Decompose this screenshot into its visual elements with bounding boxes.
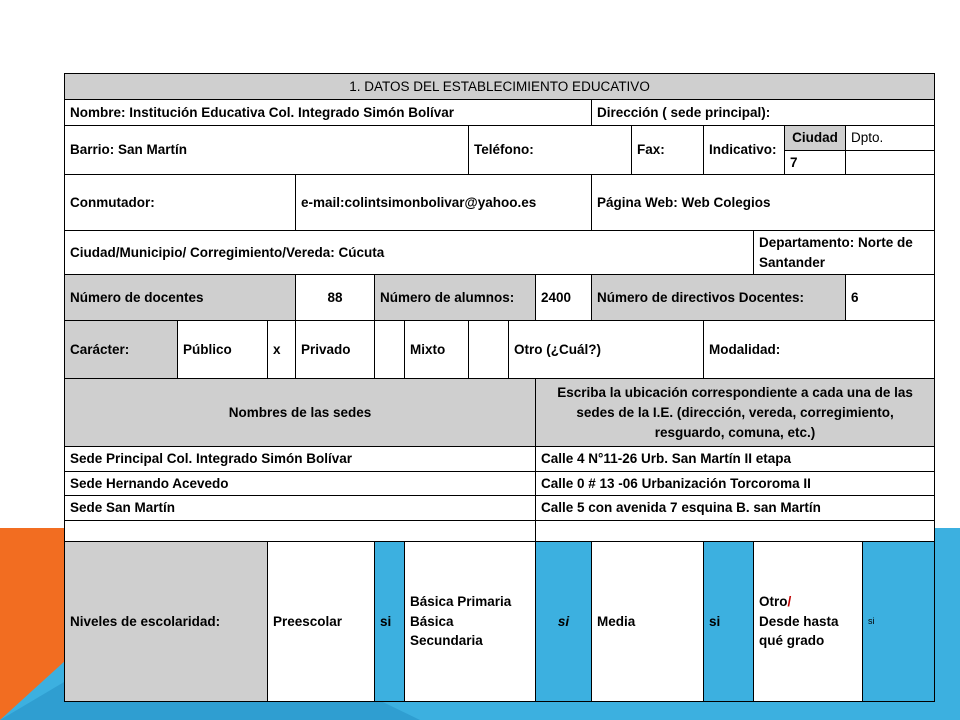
telefono-cell: Teléfono: <box>469 126 632 175</box>
sede-ubicacion <box>536 520 935 541</box>
sedes-ubicacion-header: Escriba la ubicación correspondiente a cada una de las sedes de la I.E. (dirección, vereda, corregimiento, resguardo, comuna, etc.) <box>536 379 935 447</box>
nombre-cell: Nombre: Institución Educativa Col. Integrado Simón Bolívar <box>65 100 592 126</box>
basica-line-1: Básica Primaria <box>410 594 512 610</box>
pagina-web-cell: Página Web: Web Colegios <box>592 175 935 231</box>
sede-ubicacion: Calle 0 # 13 -06 Urbanización Torcoroma II <box>536 471 935 496</box>
section-title: 1. DATOS DEL ESTABLECIMIENTO EDUCATIVO <box>65 74 935 100</box>
directivos-value: 6 <box>846 275 935 321</box>
basica-label <box>405 541 536 701</box>
docentes-value: 88 <box>296 275 375 321</box>
media-value: si <box>704 541 754 701</box>
ciudad-header: Ciudad <box>785 126 846 151</box>
conmutador-cell: Conmutador: <box>65 175 296 231</box>
modalidad-label: Modalidad: <box>704 321 935 379</box>
otro-nivel-line-3: qué grado <box>759 633 825 649</box>
caracter-label: Carácter: <box>65 321 178 379</box>
sede-ubicacion: Calle 5 con avenida 7 esquina B. san Martín <box>536 496 935 521</box>
directivos-label: Número de directivos Docentes: <box>592 275 846 321</box>
establishment-data-table <box>64 73 935 702</box>
preescolar-label: Preescolar <box>268 541 375 701</box>
otro-label: Otro (¿Cuál?) <box>509 321 704 379</box>
docentes-label: Número de docentes <box>65 275 296 321</box>
preescolar-value: si <box>375 541 405 701</box>
fax-cell: Fax: <box>632 126 704 175</box>
otro-nivel-label <box>754 541 863 701</box>
sede-nombre <box>65 520 536 541</box>
niveles-label: Niveles de escolaridad: <box>65 541 268 701</box>
sede-nombre: Sede Principal Col. Integrado Simón Bolívar <box>65 447 536 472</box>
sede-nombre: Sede San Martín <box>65 496 536 521</box>
sede-nombre: Sede Hernando Acevedo <box>65 471 536 496</box>
otro-nivel-word: Otro <box>759 594 788 610</box>
municipio-cell: Ciudad/Municipio/ Corregimiento/Vereda: Cúcuta <box>65 231 754 275</box>
ciudad-value: 7 <box>785 150 846 175</box>
media-label: Media <box>592 541 704 701</box>
privado-mark <box>375 321 405 379</box>
otro-nivel-slash: / <box>787 594 792 610</box>
mixto-label: Mixto <box>405 321 469 379</box>
alumnos-label: Número de alumnos: <box>375 275 536 321</box>
basica-value: si <box>536 541 592 701</box>
dpto-header: Dpto. <box>846 126 935 151</box>
basica-line-2: Básica <box>410 613 454 629</box>
direccion-cell: Dirección ( sede principal): <box>592 100 935 126</box>
publico-label: Público <box>178 321 268 379</box>
publico-mark: x <box>268 321 296 379</box>
barrio-cell: Barrio: San Martín <box>65 126 469 175</box>
dpto-value <box>846 150 935 175</box>
departamento-cell: Departamento: Norte de Santander <box>754 231 935 275</box>
sede-ubicacion: Calle 4 N°11-26 Urb. San Martín II etapa <box>536 447 935 472</box>
otro-nivel-value: si <box>863 541 935 701</box>
sedes-nombres-header: Nombres de las sedes <box>65 379 536 447</box>
email-cell: e-mail:colintsimonbolivar@yahoo.es <box>296 175 592 231</box>
indicativo-cell: Indicativo: <box>704 126 785 175</box>
alumnos-value: 2400 <box>536 275 592 321</box>
basica-line-3: Secundaria <box>410 633 483 649</box>
privado-label: Privado <box>296 321 375 379</box>
mixto-mark <box>469 321 509 379</box>
otro-nivel-line-2: Desde hasta <box>759 613 839 629</box>
